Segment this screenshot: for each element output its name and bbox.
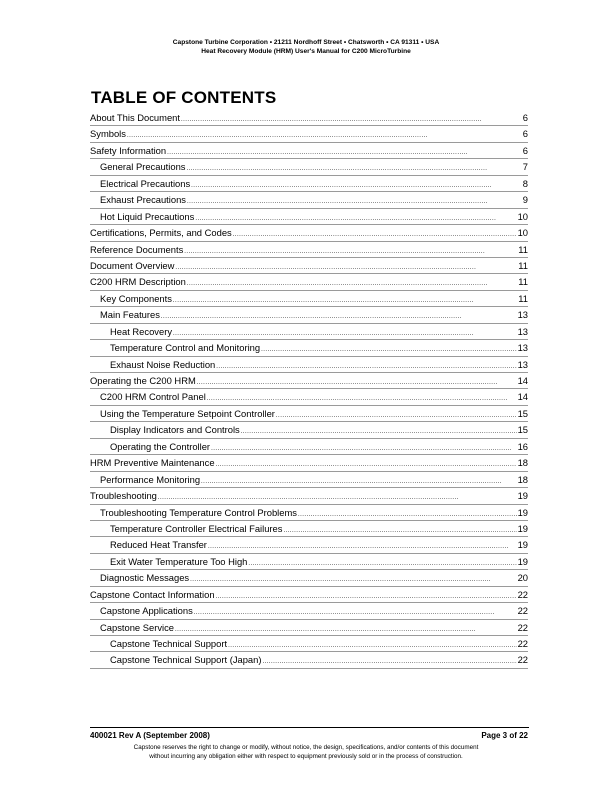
toc-leader-dots [241, 422, 517, 440]
header-company-line: Capstone Turbine Corporation • 21211 Nordhoff Street • Chatsworth • CA 91311 • USA [172, 39, 440, 46]
toc-leader-dots [248, 554, 516, 572]
toc-leader-dots [216, 357, 516, 375]
toc-leader-dots [161, 307, 517, 325]
toc-entry-page: 11 [518, 276, 528, 288]
footer-doc-id: 400021 Rev A (September 2008) [90, 731, 210, 740]
toc-entry-label: About This Document [90, 112, 180, 123]
toc-entry-page: 18 [517, 457, 528, 469]
toc-entry[interactable] [90, 357, 528, 373]
toc-entry-label: Operating the C200 HRM [90, 375, 196, 386]
toc-leader-dots [197, 373, 517, 391]
toc-entry-label: Hot Liquid Precautions [100, 210, 195, 222]
toc-entry-label: Temperature Controller Electrical Failures [110, 522, 283, 534]
toc-entry[interactable] [90, 242, 528, 258]
toc-entry-label: Using the Temperature Setpoint Controller [100, 407, 275, 419]
toc-entry[interactable] [90, 554, 528, 570]
toc-entry-label: Reference Documents [90, 243, 184, 255]
toc-entry[interactable] [90, 537, 528, 553]
toc-leader-dots [298, 505, 517, 523]
toc-entry-label: Capstone Service [100, 621, 174, 633]
toc-entry-page: 10 [517, 227, 528, 239]
toc-entry-label: Safety Information [90, 144, 167, 156]
toc-entry-page: 6 [522, 128, 528, 140]
toc-leader-dots [261, 340, 516, 358]
toc-leader-dots [187, 192, 522, 210]
toc-leader-dots [276, 406, 517, 424]
toc-leader-dots [207, 389, 517, 407]
toc-entry[interactable] [90, 176, 528, 192]
toc-entry[interactable] [90, 209, 528, 225]
toc-entry[interactable] [90, 505, 528, 521]
footer-page-info: Page 3 of 22 [481, 731, 528, 740]
toc-entry-label: Document Overview [90, 259, 175, 271]
toc-entry-label: Reduced Heat Transfer [110, 539, 207, 551]
toc-leader-dots [187, 274, 517, 292]
toc-entry-label: Capstone Technical Support [110, 638, 228, 649]
toc-leader-dots [233, 225, 517, 243]
toc-entry-page: 8 [522, 177, 528, 189]
toc-entry[interactable] [90, 472, 528, 488]
toc-leader-dots [167, 143, 522, 161]
toc-entry-page: 13 [517, 342, 528, 354]
toc-entry[interactable] [90, 159, 528, 175]
toc-entry[interactable] [90, 110, 528, 126]
toc-entry[interactable] [90, 225, 528, 241]
toc-entry-label: C200 HRM Description [90, 276, 186, 288]
toc-leader-dots [181, 110, 522, 128]
toc-leader-dots [201, 472, 517, 490]
toc-entry[interactable] [90, 406, 528, 422]
toc-entry[interactable] [90, 488, 528, 504]
toc-entry-page: 22 [517, 621, 528, 633]
toc-entry-page: 7 [522, 161, 528, 173]
toc-entry-page: 19 [517, 506, 528, 518]
toc-entry-label: Troubleshooting [90, 490, 157, 502]
toc-leader-dots [173, 291, 517, 309]
toc-entry[interactable] [90, 143, 528, 159]
toc-entry-page: 22 [517, 638, 528, 649]
toc-entry-label: Exhaust Noise Reduction [110, 358, 216, 370]
toc-entry[interactable] [90, 274, 528, 290]
toc-entry-page: 11 [518, 292, 528, 304]
toc-entry-label: Key Components [100, 292, 172, 304]
toc-leader-dots [184, 242, 517, 260]
toc-entry-label: Symbols [90, 128, 126, 140]
toc-entry-label: Display Indicators and Controls [110, 424, 240, 436]
footer-disclaimer-line-2: without incurring any obligation either with respect to equipment previously sold or in the process of construction. [149, 752, 463, 760]
toc-entry[interactable] [90, 307, 528, 323]
toc-entry-page: 10 [517, 210, 528, 222]
toc-entry[interactable] [90, 455, 528, 471]
toc-leader-dots [283, 521, 516, 539]
toc-entry[interactable] [90, 258, 528, 274]
toc-leader-dots [208, 537, 517, 555]
footer-divider [90, 727, 529, 728]
toc-leader-dots [195, 209, 516, 227]
toc-entry-label: Main Features [100, 309, 160, 321]
toc-entry-page: 14 [517, 391, 528, 403]
toc-entry[interactable] [90, 570, 528, 586]
toc-entry-label: Electrical Precautions [100, 177, 191, 189]
toc-entry-page: 15 [517, 407, 528, 419]
toc-entry-label: Capstone Contact Information [90, 588, 215, 600]
toc-leader-dots [175, 620, 517, 638]
toc-entry-label: Capstone Technical Support (Japan) [110, 654, 262, 666]
toc-entry-page: 13 [517, 358, 528, 370]
toc-entry-label: Operating the Controller [110, 440, 211, 452]
toc-leader-dots [190, 570, 516, 588]
toc-entry-page: 16 [517, 440, 528, 452]
toc-entry-page: 19 [517, 555, 528, 567]
toc-entry[interactable] [90, 439, 528, 455]
toc-entry-page: 15 [517, 424, 528, 436]
toc-leader-dots [216, 587, 517, 605]
toc-entry-page: 22 [517, 605, 528, 617]
toc-entry[interactable] [90, 340, 528, 356]
toc-leader-dots [173, 324, 517, 342]
toc-entry-page: 9 [522, 194, 528, 206]
toc-entry-label: Performance Monitoring [100, 473, 201, 485]
toc-leader-dots [191, 176, 522, 194]
footer-disclaimer [0, 744, 612, 761]
toc-entry[interactable] [90, 389, 528, 405]
toc-entry[interactable] [90, 324, 528, 340]
toc-entry-page: 19 [517, 490, 528, 502]
toc-entry-page: 14 [517, 375, 528, 386]
page-header [0, 38, 612, 56]
toc-entry-page: 6 [522, 112, 528, 123]
toc-entry[interactable] [90, 373, 528, 389]
toc-leader-dots [211, 439, 517, 457]
toc-entry-label: Heat Recovery [110, 325, 173, 337]
toc-entry-label: Certifications, Permits, and Codes [90, 227, 232, 239]
toc-entry-page: 11 [518, 259, 528, 271]
toc-entry[interactable] [90, 620, 528, 636]
toc-entry-page: 19 [517, 522, 528, 534]
toc-entry-label: Capstone Applications [100, 605, 193, 617]
toc-leader-dots [175, 258, 517, 276]
toc-leader-dots [194, 603, 517, 621]
toc-title: TABLE OF CONTENTS [91, 88, 277, 107]
toc-entry-page: 18 [517, 473, 528, 485]
toc-entry[interactable] [90, 587, 528, 603]
toc-entry-label: Diagnostic Messages [100, 572, 190, 584]
toc-entry-page: 6 [522, 144, 528, 156]
toc-entry[interactable] [90, 192, 528, 208]
toc-entry-label: Exit Water Temperature Too High [110, 555, 248, 567]
toc-entry-label: C200 HRM Control Panel [100, 391, 206, 403]
toc-leader-dots [262, 652, 516, 670]
toc-entry[interactable] [90, 521, 528, 537]
toc-entry-label: General Precautions [100, 161, 186, 173]
toc-leader-dots [127, 126, 522, 144]
toc-entry[interactable] [90, 291, 528, 307]
toc-entry-label: HRM Preventive Maintenance [90, 457, 215, 469]
toc-entry-page: 22 [517, 588, 528, 600]
toc-leader-dots [186, 159, 521, 177]
toc-leader-dots [228, 636, 516, 654]
toc-leader-dots [158, 488, 517, 506]
toc-entry-page: 13 [517, 325, 528, 337]
toc-entry-page: 20 [517, 572, 528, 584]
toc-entry[interactable] [90, 422, 528, 438]
toc-leader-dots [216, 455, 517, 473]
toc-entry[interactable] [90, 652, 528, 668]
toc-entry-page: 11 [518, 243, 528, 255]
toc-entry-page: 22 [517, 654, 528, 666]
toc-entry-label: Temperature Control and Monitoring [110, 342, 261, 354]
footer-disclaimer-line-1: Capstone reserves the right to change or modify, without notice, the design, specifications, and/or contents of this document [133, 744, 479, 751]
toc-entry-page: 19 [517, 539, 528, 551]
header-manual-title: Heat Recovery Module (HRM) User's Manual for C200 MicroTurbine [201, 48, 411, 55]
toc-entry[interactable] [90, 126, 528, 142]
toc-entry-label: Exhaust Precautions [100, 194, 186, 206]
toc-entry[interactable] [90, 603, 528, 619]
toc-entry-page: 13 [517, 309, 528, 321]
table-of-contents [90, 110, 528, 669]
toc-entry[interactable] [90, 636, 528, 652]
toc-entry-label: Troubleshooting Temperature Control Problems [100, 506, 297, 518]
